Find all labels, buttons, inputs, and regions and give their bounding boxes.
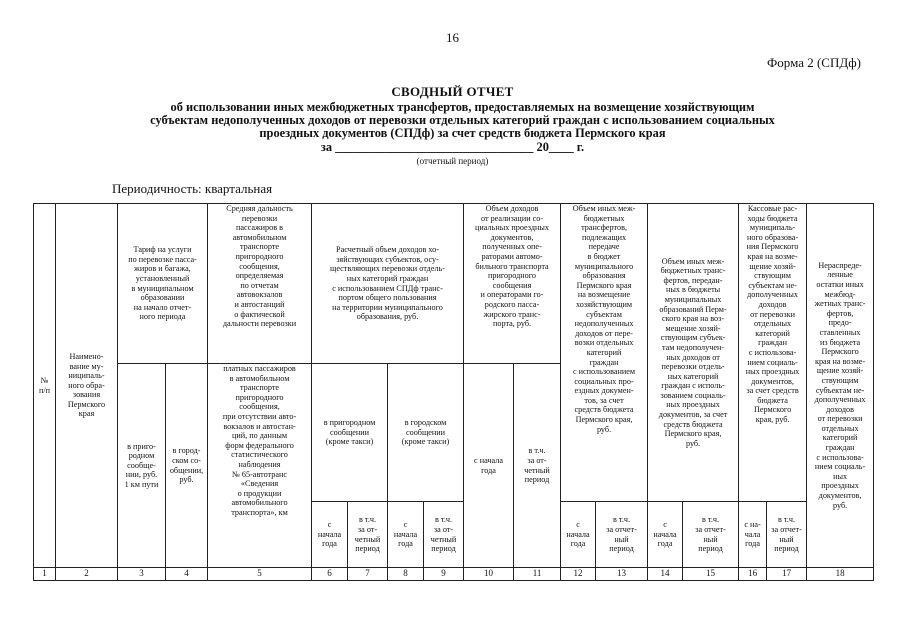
header-sales-from-start: с начала года [464,364,514,568]
column-number: 10 [464,568,514,581]
header-cash-from-start: с на- чала года [739,502,767,568]
column-number: 8 [388,568,424,581]
column-number: 5 [208,568,312,581]
column-number: 7 [348,568,388,581]
column-number: 13 [596,568,648,581]
header-tariff-suburban: в приго- родном сообще- нии, руб. 1 км пути [118,364,166,568]
header-tariff: Тариф на услуги по перевозке пасса- жиров и багажа, установленный в муниципальном образовании на начало отчет- ного периода [118,204,208,364]
header-cash-period: в т.ч. за отчет- ный период [767,502,807,568]
header-transfers-due: Объем иных меж- бюджетных трансфертов, подлежащих передаче в бюджет муниципального образования Пермского края на возмещение хозяйствующим субъектам недополученных доходов от пере- возки отдельных категорий граждан с использованием социальных про- ездных докумен- тов, за счет средств бюджета Пермского края, руб. [561,204,648,502]
header-sales-period: в т.ч. за от- четный период [514,364,561,568]
page-number: 16 [446,30,459,45]
periodicity-label: Периодичность: квартальная [112,181,273,196]
header-sent-period: в т.ч. за отчет- ный период [683,502,739,568]
column-number: 16 [739,568,767,581]
header-suburban-period: в т.ч. за от- четный период [348,502,388,568]
header-avg-distance-top: Средняя дальность перевозки пассажиров в автомобильном транспорте пригородного сообщения, определяемая по отчетам автовокзалов и автостанций о фактической дальности перевозки [208,204,312,364]
column-number: 9 [424,568,464,581]
header-transfers-sent: Объем иных меж- бюджетных транс- фертов, передан- ных в бюджеты муниципальных образований Перм- ского края на воз- мещение хозяй- ствующим субъек- там недополучен- ных доходов от перевозки отдель- ных категорий граждан с исполь- зованием социаль- ных проездных документов, за счет средств бюджета Пермского края, руб. [648,204,739,502]
header-transfers-from-start: с начала года [561,502,596,568]
form-label: Форма 2 (СПДф) [767,55,861,70]
header-urban: в городском сообщении (кроме такси) [388,364,464,502]
column-number: 15 [683,568,739,581]
column-number: 12 [561,568,596,581]
header-municipality: Наимено- вание му- ниципаль- ного обра- зования Пермского края [56,204,118,568]
header-row-number: № п/п [34,204,56,568]
header-suburban: в пригородном сообщении (кроме такси) [312,364,388,502]
report-table [33,203,874,581]
header-suburban-from-start: с начала года [312,502,348,568]
column-number: 1 [34,568,56,581]
column-number: 4 [166,568,208,581]
header-cash-expenses: Кассовые рас- ходы бюджета муниципаль- ного образова- ния Пермского края на возме- щение хозяй- ствующим субъектам не- дополученных доходов от перевозки отдельных категорий граждан с использова- нием социаль- ных проездных документов, за счет средств бюджета Пермского края, руб. [739,204,807,502]
header-transfers-period: в т.ч. за отчет- ный период [596,502,648,568]
column-number: 18 [807,568,874,581]
header-income-sales: Объем доходов от реализации со- циальных проездных документов, полученных опе- раторами автомо- бильного транспорта пригородного сообщения и операторами го- родского пасса- жирского транс- порта, руб. [464,204,561,364]
column-number: 14 [648,568,683,581]
report-title: СВОДНЫЙ ОТЧЕТ [391,84,514,99]
header-tariff-urban: в город- ском со- общении, руб. [166,364,208,568]
column-number: 17 [767,568,807,581]
report-subtitle: об использовании иных межбюджетных трансфертов, предоставляемых на возмещение хозяйствующим субъектам недополученных доходов от перевозки отдельных категорий граждан с использованием социальных проездных документов (СПДф) за счет средств бюджета Пермского края [150,100,775,140]
header-calculated-income: Расчетный объем доходов хо- зяйствующих субъектов, осу- ществляющих перевозки отдель- ных категорий граждан с использованием СПДф транс- портом общего пользования на территории муниципального образования, руб. [312,204,464,364]
header-remains: Нераспреде- ленные остатки иных межбюд- жетных транс- фертов, предо- ставленных из бюджета Пермского края на возме- щение хозяй- ствующим субъектам не- дополученных доходов от перевозки отдельных категорий граждан с использова- нием социаль- ных проездных документов, руб. [807,204,874,568]
header-avg-distance-bottom: платных пассажиров в автомобильном транспорте пригородного сообщения, при отсутствии авто- вокзалов и автостан- ций, по данным форм федерального статистического наблюдения № 65-автотранс «Сведения о продукции автомобильного транспорта», км [208,364,312,568]
period-line: за ________________________________ 20____ г. [320,140,585,154]
period-caption: (отчетный период) [416,156,489,166]
header-sent-from-start: с начала года [648,502,683,568]
header-urban-from-start: с начала года [388,502,424,568]
column-number: 3 [118,568,166,581]
column-number: 11 [514,568,561,581]
column-number: 2 [56,568,118,581]
column-number: 6 [312,568,348,581]
header-urban-period: в т.ч. за от- четный период [424,502,464,568]
